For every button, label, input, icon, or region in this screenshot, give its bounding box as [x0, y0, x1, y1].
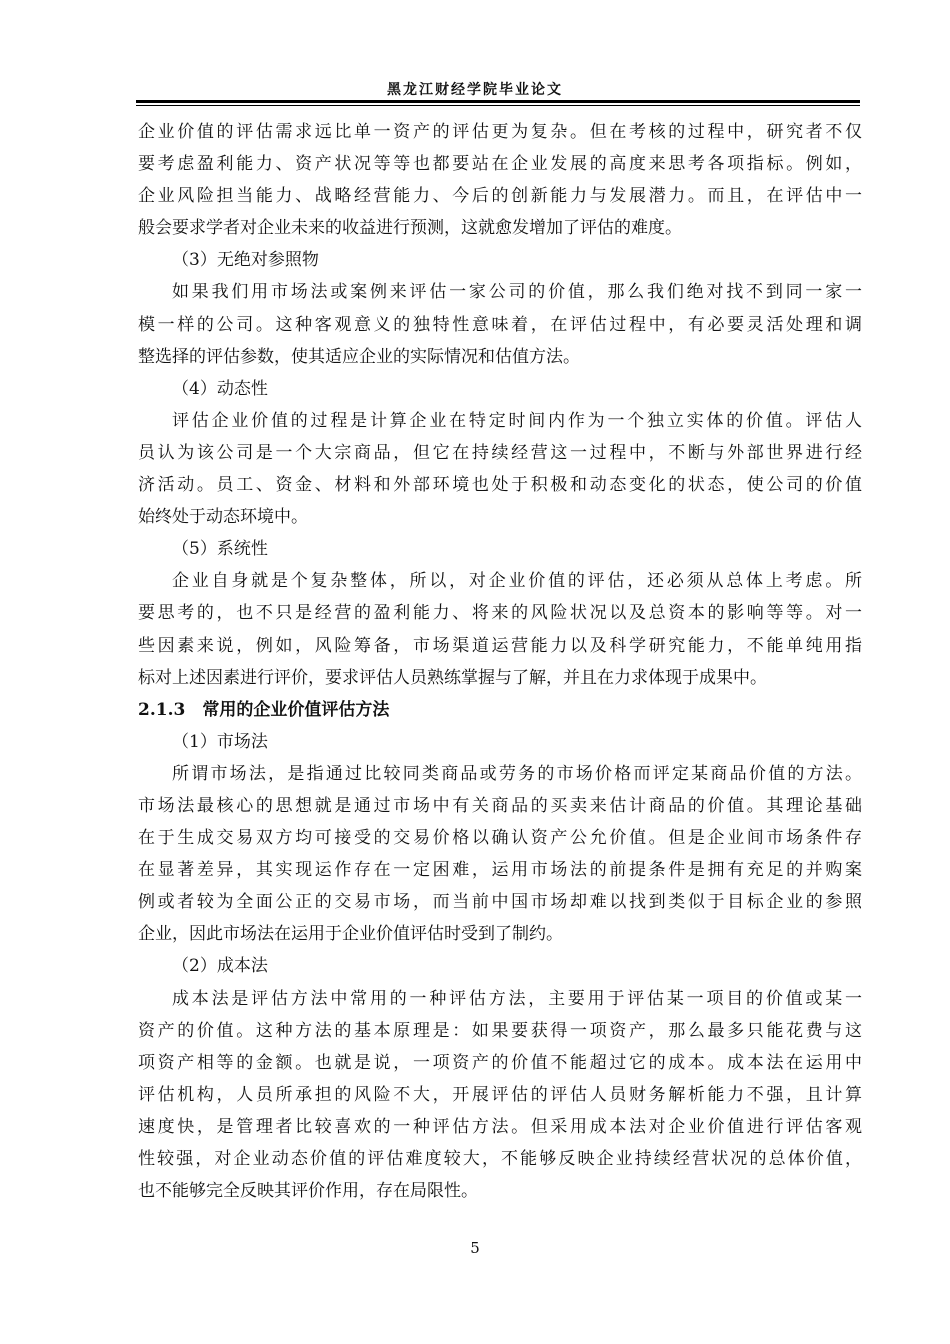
text-line: 在显著差异，其实现运作存在一定困难，运用市场法的前提条件是拥有充足的并购案	[138, 860, 862, 881]
text-line: 些因素来说，例如，风险筹备，市场渠道运营能力以及科学研究能力，不能单纯用指	[138, 635, 862, 656]
text-line: 也不能够完全反映其评价作用，存在局限性。	[138, 1181, 478, 1202]
running-header-title: 黑龙江财经学院毕业论文	[387, 82, 563, 98]
body-text	[138, 116, 862, 1207]
text-line: 企业风险担当能力、战略经营能力、今后的创新能力与发展潜力。而且，在评估中一	[138, 186, 862, 207]
text-line: 员认为该公司是一个大宗商品，但它在持续经营这一过程中，不断与外部世界进行经	[138, 442, 862, 463]
text-line: 般会要求学者对企业未来的收益进行预测，这就愈发增加了评估的难度。	[138, 218, 682, 239]
subheading-market-method: （1）市场法	[172, 731, 268, 752]
text-line: 要考虑盈利能力、资产状况等等也都要站在企业发展的高度来思考各项指标。例如，	[138, 154, 862, 175]
text-line: 所谓市场法，是指通过比较同类商品或劳务的市场价格而评定某商品价值的方法。	[172, 763, 862, 784]
text-line: 标对上述因素进行评价，要求评估人员熟练掌握与了解，并且在力求体现于成果中。	[138, 667, 767, 688]
text-line: 企业，因此市场法在运用于企业价值评估时受到了制约。	[138, 924, 563, 945]
section-heading-2-1-3: 2.1.3 常用的企业价值评估方法	[138, 699, 390, 720]
subheading-systematic: （5）系统性	[172, 539, 268, 560]
text-line: 速度快，是管理者比较喜欢的一种评估方法。但采用成本法对企业价值进行评估客观	[138, 1116, 862, 1137]
text-line: 评估企业价值的过程是计算企业在特定时间内作为一个独立实体的价值。评估人	[172, 410, 862, 431]
text-line: 始终处于动态环境中。	[138, 507, 308, 528]
header-rule-thin	[136, 105, 860, 106]
text-line: 项资产相等的金额。也就是说，一项资产的价值不能超过它的成本。成本法在运用中	[138, 1052, 862, 1073]
page-number: 5	[470, 1239, 480, 1257]
text-line: 成本法是评估方法中常用的一种评估方法，主要用于评估某一项目的价值或某一	[172, 988, 862, 1009]
text-line: 在于生成交易双方均可接受的交易价格以确认资产公允价值。但是企业间市场条件存	[138, 828, 862, 849]
text-line: 市场法最核心的思想就是通过市场中有关商品的买卖来估计商品的价值。其理论基础	[138, 795, 862, 816]
text-line: 要思考的，也不只是经营的盈利能力、将来的风险状况以及总资本的影响等等。对一	[138, 603, 862, 624]
text-line: 济活动。员工、资金、材料和外部环境也处于积极和动态变化的状态，使公司的价值	[138, 475, 862, 496]
text-line: 企业自身就是个复杂整体，所以，对企业价值的评估，还必须从总体上考虑。所	[172, 571, 862, 592]
subheading-dynamic: （4）动态性	[172, 378, 268, 399]
text-line: 整选择的评估参数，使其适应企业的实际情况和估值方法。	[138, 346, 580, 367]
subheading-no-absolute-reference: （3）无绝对参照物	[172, 250, 319, 271]
text-line: 资产的价值。这种方法的基本原理是：如果要获得一项资产，那么最多只能花费与这	[138, 1020, 862, 1041]
header-rule-thick	[136, 100, 860, 103]
text-line: 企业价值的评估需求远比单一资产的评估更为复杂。但在考核的过程中，研究者不仅	[138, 122, 862, 142]
text-line: 性较强，对企业动态价值的评估难度较大，不能够反映企业持续经营状况的总体价值，	[138, 1149, 862, 1169]
text-line: 例或者较为全面公正的交易市场，而当前中国市场却难以找到类似于目标企业的参照	[138, 892, 862, 913]
text-line: 模一样的公司。这种客观意义的独特性意味着，在评估过程中，有必要灵活处理和调	[138, 314, 862, 335]
subheading-cost-method: （2）成本法	[172, 956, 268, 977]
text-line: 如果我们用市场法或案例来评估一家公司的价值，那么我们绝对找不到同一家一	[172, 282, 862, 303]
text-line: 评估机构，人员所承担的风险不大，开展评估的评估人员财务解析能力不强，且计算	[138, 1084, 862, 1105]
